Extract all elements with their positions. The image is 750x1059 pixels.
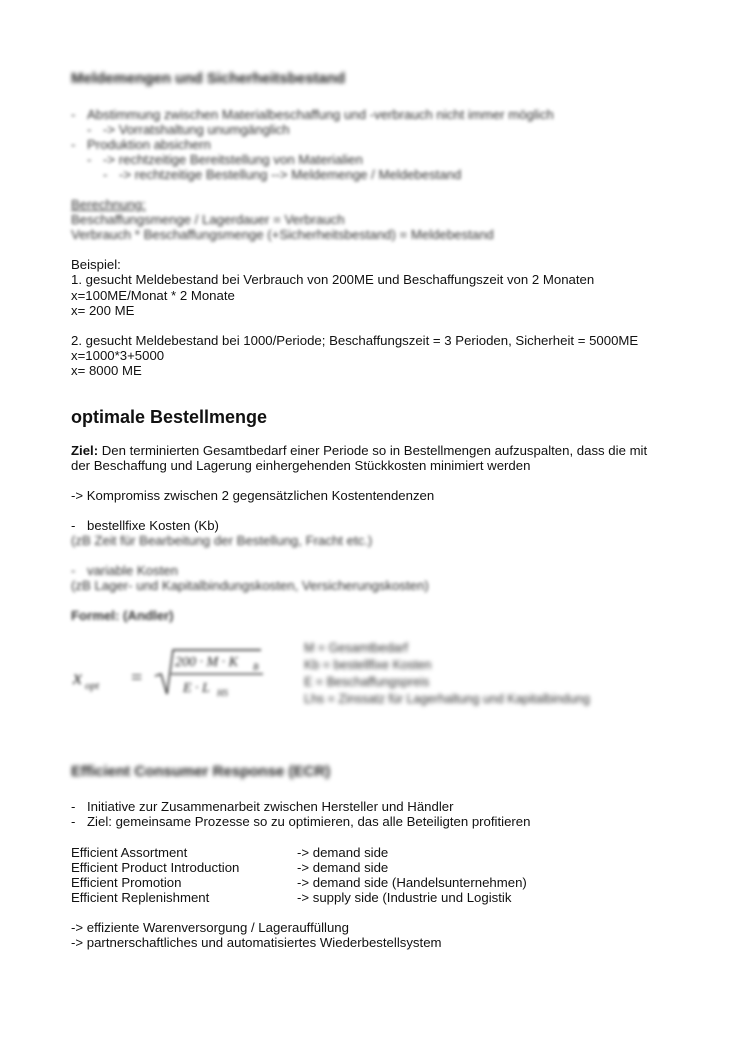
conclusion-line: -> effiziente Warenversorgung / Lagerauffüllung bbox=[71, 920, 349, 935]
formula-numerator-sub: B bbox=[253, 662, 259, 672]
section-heading-ecr: Efficient Consumer Response (ECR) bbox=[71, 763, 331, 780]
example-line: x=1000*3+5000 bbox=[71, 348, 165, 363]
legend-item: Lhs = Zinssatz für Lagerhaltung und Kapitalbindung bbox=[304, 692, 590, 706]
legend-item: E = Beschaffungspreis bbox=[304, 675, 430, 689]
calc-line: Verbrauch * Beschaffungsmenge (+Sicherheitsbestand) = Meldebestand bbox=[71, 227, 494, 242]
conclusion-line: -> partnerschaftliches und automatisiertes Wiederbestellsystem bbox=[71, 935, 442, 950]
section-heading-bestellmenge: optimale Bestellmenge bbox=[71, 407, 268, 427]
cost-note: (zB Lager- und Kapitalbindungskosten, Versicherungskosten) bbox=[71, 578, 429, 593]
ecr-row: Efficient Product Introduction -> demand side bbox=[71, 860, 389, 875]
legend-item: Kb = bestellfixe Kosten bbox=[304, 658, 432, 672]
calc-line: Beschaffungsmenge / Lagerdauer = Verbrauch bbox=[71, 212, 345, 227]
cost-note: (zB Zeit für Bearbeitung der Bestellung, Fracht etc.) bbox=[71, 533, 373, 548]
formula-numerator: 200 · M · K bbox=[175, 655, 238, 670]
legend-item: M = Gesamtbedarf bbox=[304, 641, 408, 655]
example-label: Beispiel: bbox=[71, 257, 121, 272]
ecr-row: Efficient Assortment -> demand side bbox=[71, 845, 389, 860]
formula-equals: = bbox=[131, 667, 143, 689]
bullet-item: - Produktion absichern bbox=[71, 137, 211, 152]
ecr-row: Efficient Promotion -> demand side (Handelsunternehmen) bbox=[71, 875, 527, 890]
ecr-row: Efficient Replenishment -> supply side (Industrie und Logistik bbox=[71, 890, 512, 905]
example-line: x=100ME/Monat * 2 Monate bbox=[71, 288, 235, 303]
formula-lhs: x bbox=[73, 667, 82, 689]
bullet-item: - Abstimmung zwischen Materialbeschaffung und -verbrauch nicht immer möglich bbox=[71, 107, 554, 122]
formula-lhs-sub: opt bbox=[85, 680, 100, 692]
example-line: 2. gesucht Meldebestand bei 1000/Periode; Beschaffungszeit = 3 Perioden, Sicherheit = 5000ME bbox=[71, 333, 639, 348]
section-heading-meldemengen: Meldemengen und Sicherheitsbestand bbox=[71, 70, 346, 87]
example-line: x= 200 ME bbox=[71, 303, 135, 318]
example-line: 1. gesucht Meldebestand bei Verbrauch von 200ME und Beschaffungszeit von 2 Monaten bbox=[71, 272, 595, 287]
compromise-line: -> Kompromiss zwischen 2 gegensätzlichen Kostentendenzen bbox=[71, 488, 435, 503]
goal-line-2: der Beschaffung und Lagerung einhergehenden Stückkosten minimiert werden bbox=[71, 458, 531, 473]
cost-item: - variable Kosten bbox=[71, 563, 178, 578]
goal-label: Ziel: bbox=[71, 443, 99, 458]
cost-item: - bestellfixe Kosten (Kb) bbox=[71, 518, 219, 533]
bullet-item: - -> Vorratshaltung unumgänglich bbox=[87, 122, 290, 137]
bullet-item: - -> rechtzeitige Bereitstellung von Materialien bbox=[87, 152, 363, 167]
goal-text: Den terminierten Gesamtbedarf einer Periode so in Bestellmengen aufzuspalten, dass die mit bbox=[98, 443, 648, 458]
formula-denominator: E · L bbox=[183, 681, 210, 696]
bullet-item: - Initiative zur Zusammenarbeit zwischen Hersteller und Händler bbox=[71, 799, 454, 814]
goal-line bbox=[71, 443, 647, 458]
example-line: x= 8000 ME bbox=[71, 363, 142, 378]
bullet-item: - Ziel: gemeinsame Prozesse so zu optimieren, das alle Beteiligten profitieren bbox=[71, 814, 531, 829]
formula-label: Formel: (Andler) bbox=[71, 608, 174, 623]
bullet-item: - -> rechtzeitige Bestellung --> Meldemenge / Meldebestand bbox=[103, 167, 462, 182]
calc-title: Berechnung: bbox=[71, 197, 146, 212]
formula-denominator-sub: HS bbox=[217, 688, 228, 698]
